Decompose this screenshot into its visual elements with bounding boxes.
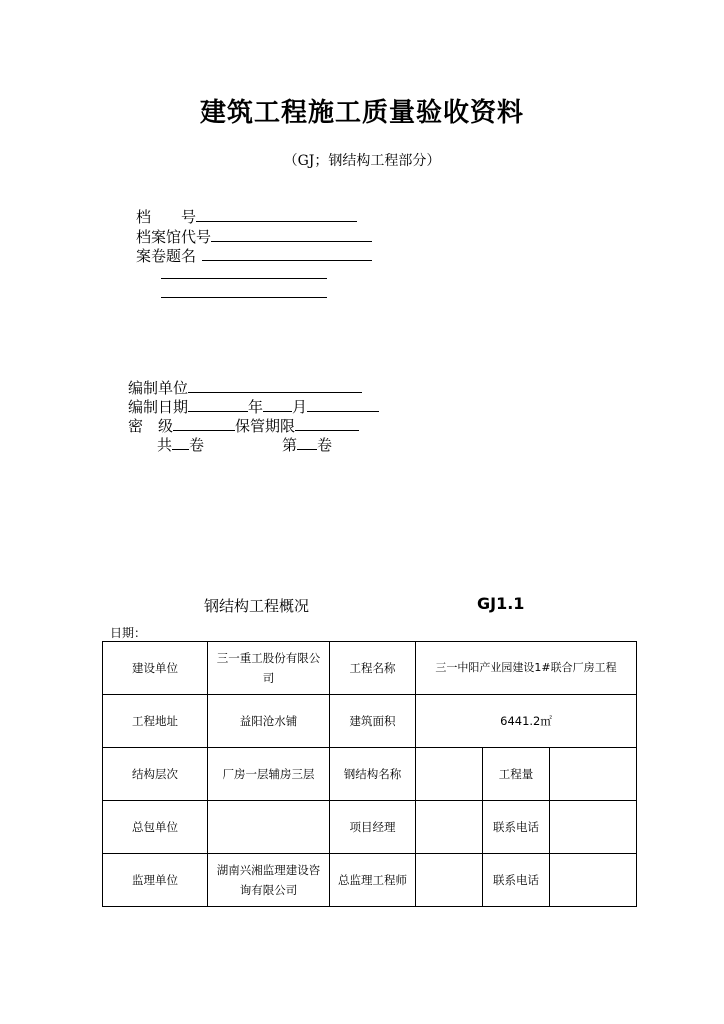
overview-title: 钢结构工程概况: [204, 597, 310, 615]
table-cell: 建设单位: [103, 642, 208, 695]
volume-suffix-2: 卷: [317, 436, 333, 454]
table-cell: 厂房一层辅房三层: [208, 748, 330, 801]
volume-count-field: [157, 434, 332, 455]
table-cell: 结构层次: [103, 748, 208, 801]
document-subtitle: （GJ；钢结构工程部分）: [283, 153, 441, 169]
table-cell: [550, 854, 637, 907]
table-cell: [416, 801, 483, 854]
table-cell: [208, 801, 330, 854]
archive-code-blank: [211, 226, 372, 242]
table-row: [103, 695, 637, 748]
table-cell: 工程地址: [103, 695, 208, 748]
overview-date-label: 日期：: [110, 626, 147, 640]
archive-code-field: [136, 226, 372, 247]
secret-level-blank: [173, 415, 235, 431]
table-row: [103, 801, 637, 854]
table-cell: 总包单位: [103, 801, 208, 854]
table-row: [103, 748, 637, 801]
table-cell: 湖南兴湘监理建设咨询有限公司: [208, 854, 330, 907]
retention-blank: [295, 415, 359, 431]
compiler-label: 编制单位: [128, 379, 189, 397]
month-label: 月: [292, 398, 308, 416]
volume-title-field: [136, 245, 372, 266]
table-cell: 总监理工程师: [330, 854, 416, 907]
table-row: [103, 854, 637, 907]
total-volumes-blank: [172, 434, 189, 450]
table-cell: 工程量: [483, 748, 550, 801]
secret-level-field: [128, 415, 359, 436]
year-label: 年: [248, 398, 264, 416]
file-number-blank: [196, 206, 357, 222]
file-number-label: 档 号: [136, 208, 197, 226]
table-cell: [550, 801, 637, 854]
table-cell: [416, 854, 483, 907]
volume-index-blank: [297, 434, 317, 450]
compile-date-label: 编制日期: [128, 398, 189, 416]
table-cell: 三一重工股份有限公司: [208, 642, 330, 695]
table-cell: 工程名称: [330, 642, 416, 695]
volume-suffix: 卷: [189, 436, 205, 454]
overview-code: GJ1.1: [477, 594, 525, 613]
table-cell: 益阳沧水铺: [208, 695, 330, 748]
compiler-blank: [188, 377, 362, 393]
table-cell: 联系电话: [483, 854, 550, 907]
table-cell: 联系电话: [483, 801, 550, 854]
secret-level-label: 密 级: [128, 417, 174, 435]
table-cell: 钢结构名称: [330, 748, 416, 801]
table-cell: [416, 748, 483, 801]
compile-day-blank: [307, 396, 379, 412]
overview-table: [102, 641, 637, 907]
volume-prefix: 第: [282, 436, 298, 454]
table-cell: 建筑面积: [330, 695, 416, 748]
volume-title-label: 案卷题名: [136, 247, 197, 265]
retention-label: 保管期限: [235, 417, 296, 435]
compile-month-blank: [263, 396, 292, 412]
compiler-field: [128, 377, 362, 398]
volume-title-line-2: [161, 278, 327, 279]
table-cell: 项目经理: [330, 801, 416, 854]
table-row: [103, 642, 637, 695]
compile-date-field: [128, 396, 379, 417]
table-cell: 监理单位: [103, 854, 208, 907]
table-cell: 6441.2㎡: [416, 695, 637, 748]
volume-title-blank: [202, 245, 372, 261]
file-number-field: [136, 206, 357, 227]
table-cell: [550, 748, 637, 801]
total-prefix: 共: [157, 436, 173, 454]
archive-code-label: 档案馆代号: [136, 228, 212, 246]
volume-title-line-3: [161, 297, 327, 298]
document-title: 建筑工程施工质量验收资料: [199, 98, 524, 128]
table-cell: 三一中阳产业园建设1#联合厂房工程: [416, 642, 637, 695]
compile-year-blank: [188, 396, 248, 412]
